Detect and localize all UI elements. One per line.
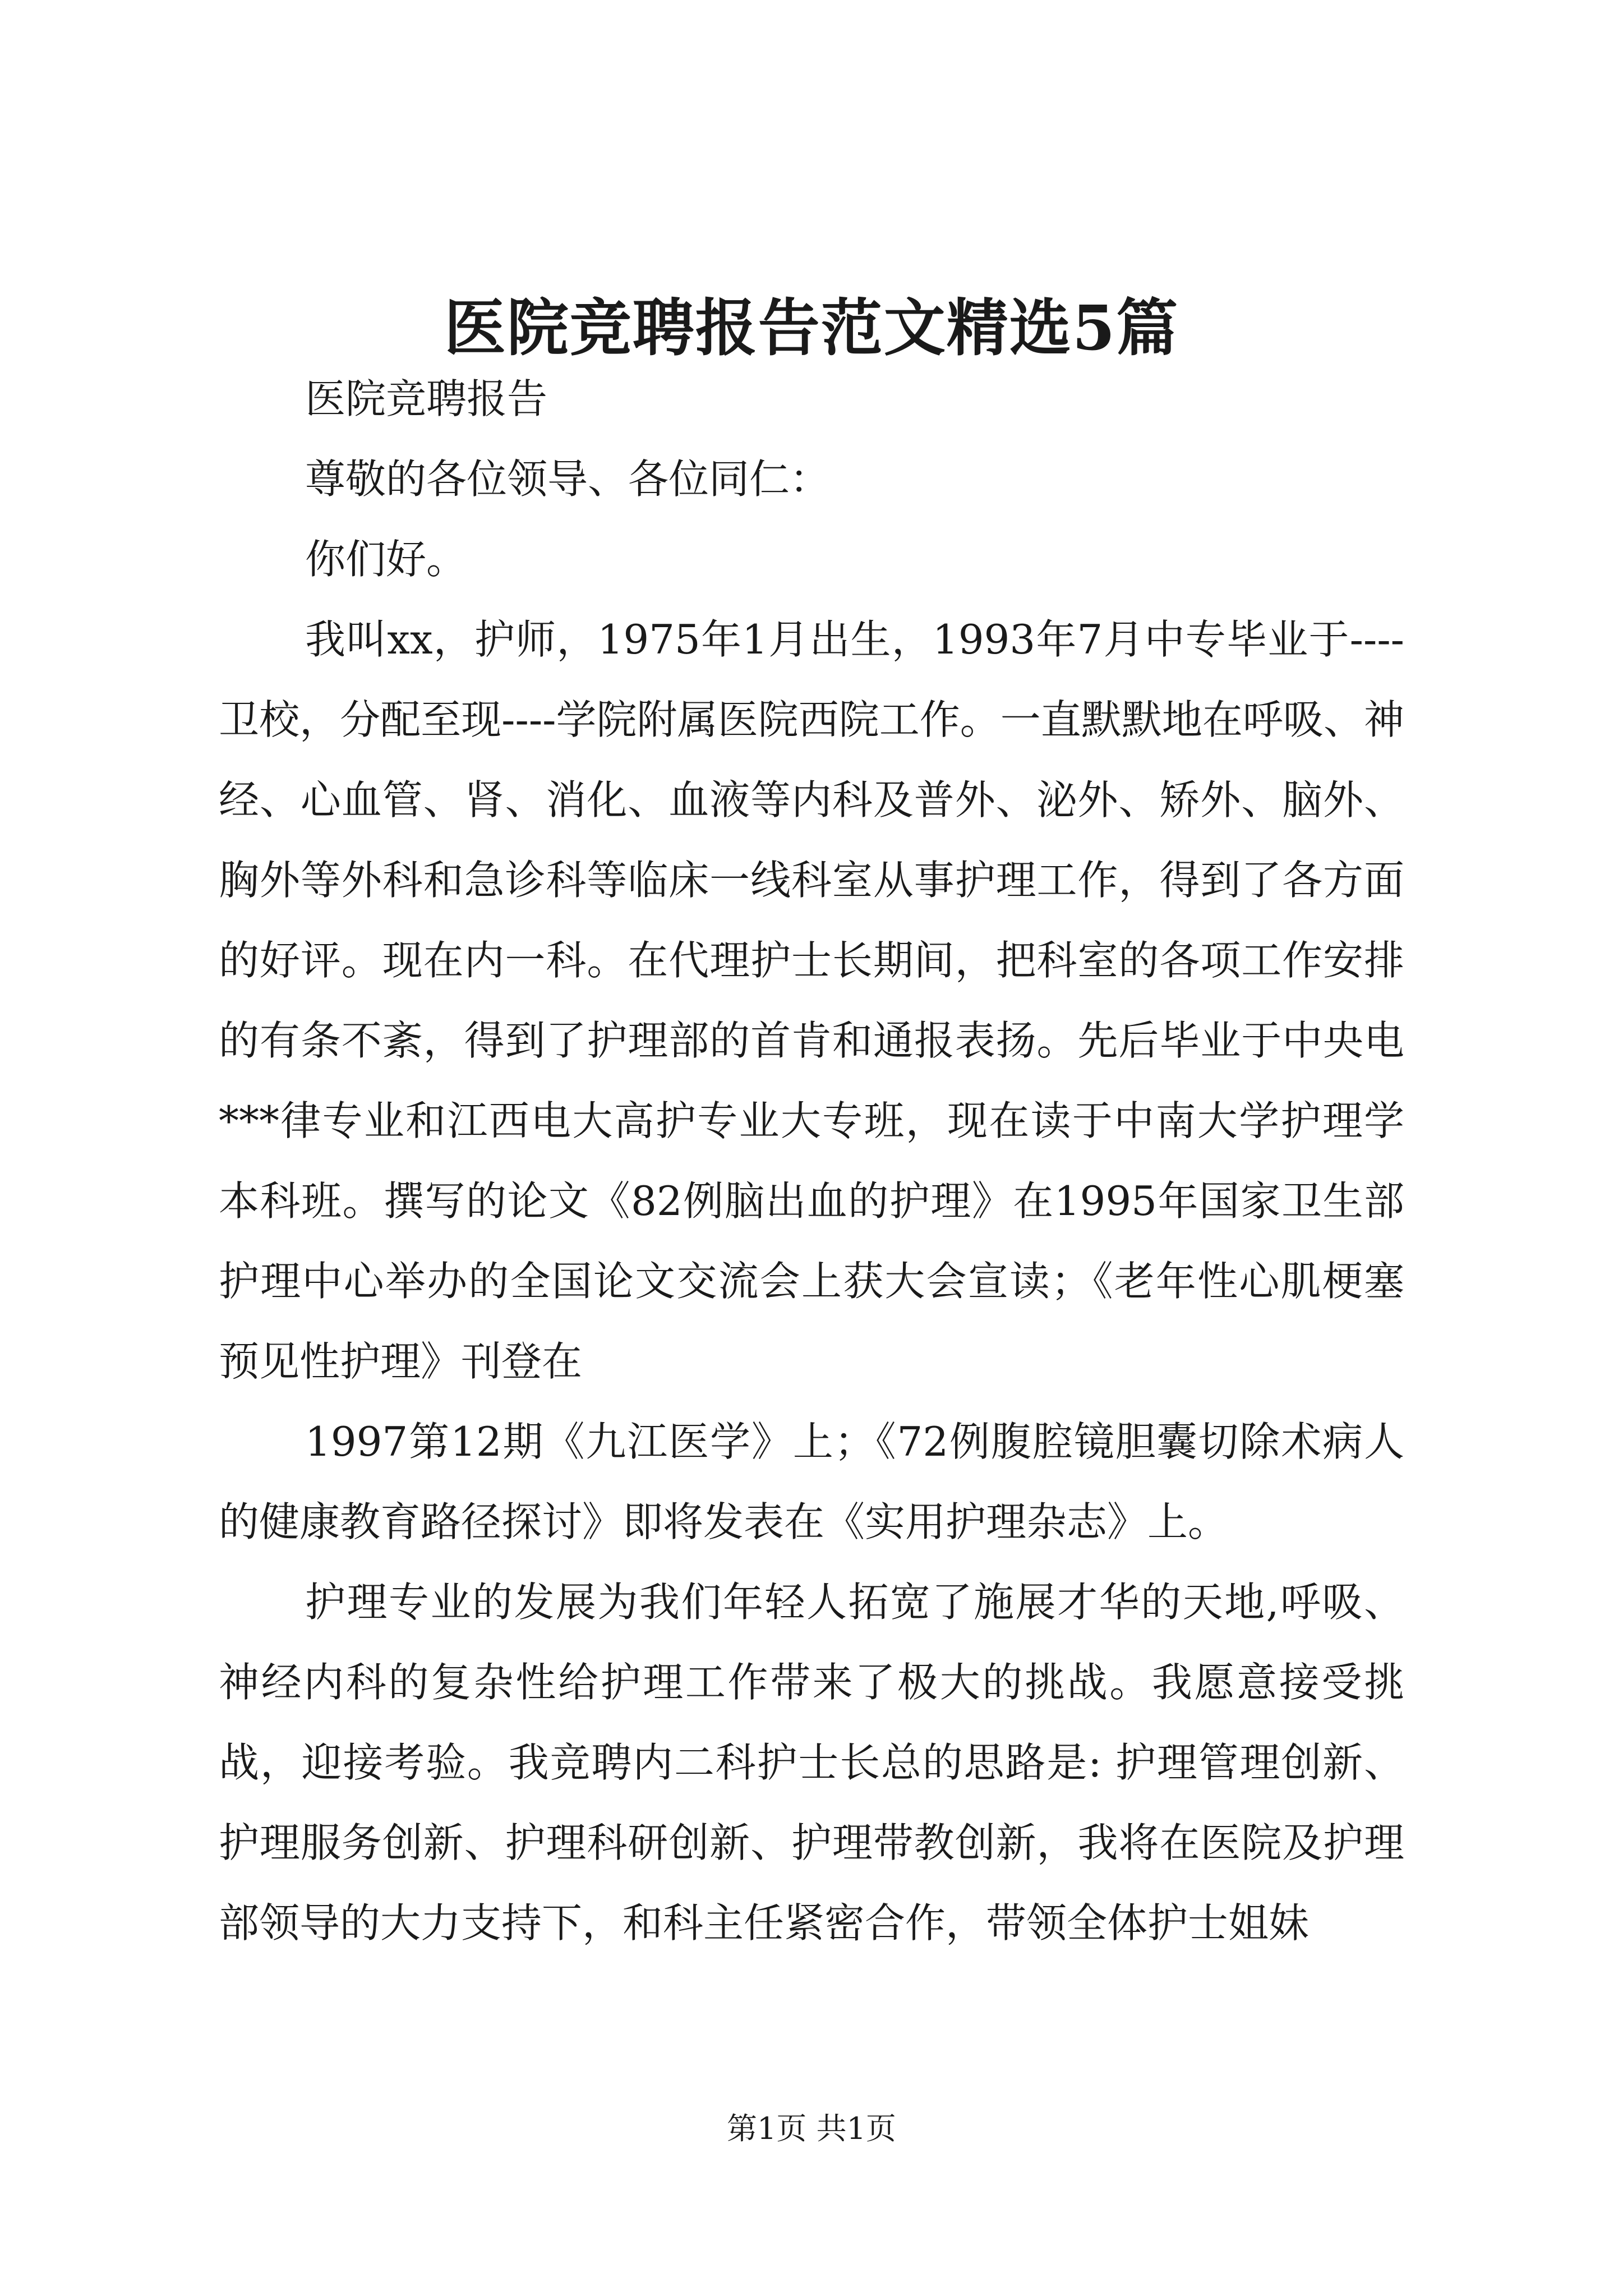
document-body [219,359,1404,1963]
paragraph-greeting: 你们好。 [305,536,467,583]
page-number: 第1页 共1页 [727,2111,896,2146]
paragraph-publications: 1997第12期《九江医学》上；《72例腹腔镜胆囊切除术病人的健康教育路径探讨》即将发表在《实用护理杂志》上。 [219,1418,1404,1545]
paragraph-salutation: 尊敬的各位领导、各位同仁： [305,455,831,503]
document-title: 医院竞聘报告范文精选5篇 [444,292,1179,364]
paragraph-introduction: 我叫xx，护师，1975年1月出生，1993年7月中专毕业于----卫校，分配至现----学院附属医院西院工作。一直默默地在呼吸、神经、心血管、肾、消化、血液等内科及普外、泌外、矫外、脑外、胸外等外科和急诊科等临床一线科室从事护理工作，得到了各方面的好评。现在内一科。在代理护士长期间，把科室的各项工作安排的有条不紊，得到了护理部的首肯和通报表扬。先后毕业于中央电***律专业和江西电大高护专业大专班，现在读于中南大学护理学本科班。撰写的论文《82例脑出血的护理》在1995年国家卫生部护理中心举办的全国论文交流会上获大会宣读；《老年性心肌梗塞预见性护理》刊登在 [219,616,1404,1385]
paragraph-heading: 医院竞聘报告 [305,375,548,422]
paragraph-plan: 护理专业的发展为我们年轻人拓宽了施展才华的天地,呼吸、神经内科的复杂性给护理工作带来了极大的挑战。我愿意接受挑战，迎接考验。我竞聘内二科护士长总的思路是: 护理管理创新、护理服务创新、护理科研创新、护理带教创新，我将在医院及护理部领导的大力支持下，和科主任紧密合作，带领全体护士姐妹 [219,1579,1404,1947]
